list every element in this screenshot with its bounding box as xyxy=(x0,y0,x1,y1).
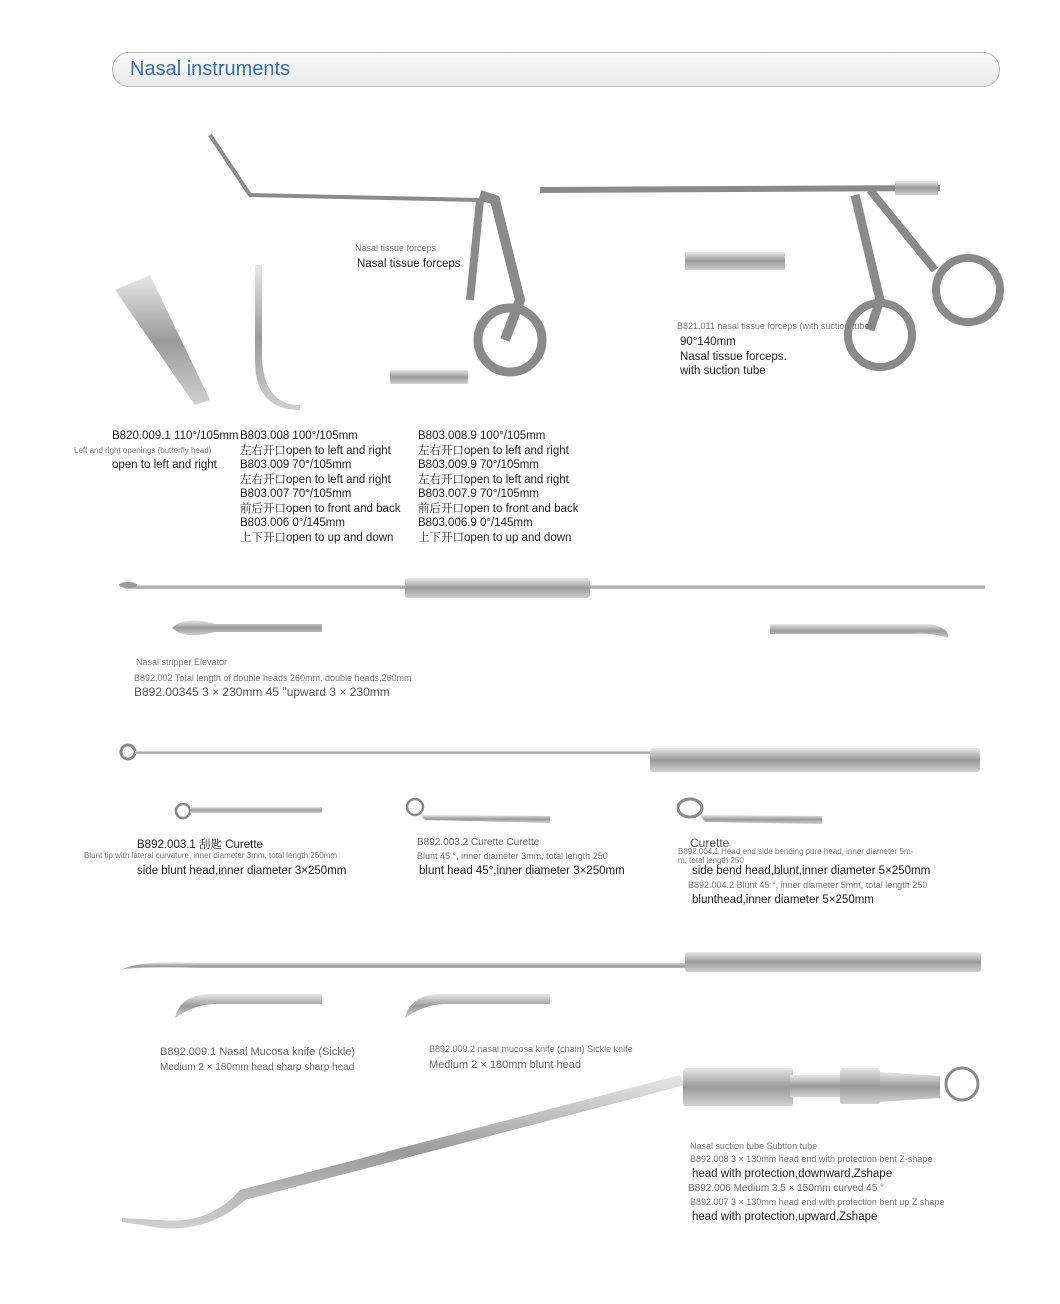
elevator-spec-2: B892.00345 3 × 230mm 45 "upward 3 × 230mm xyxy=(134,685,390,699)
spec-line: B803.009 70°/105mm xyxy=(240,459,352,471)
spec-line: B803.007.9 70°/105mm xyxy=(418,488,539,500)
forceps-spec-column-1 xyxy=(240,429,400,545)
spec-line: B803.006 0°/145mm xyxy=(240,517,345,529)
section-title: Nasal instruments xyxy=(130,58,291,80)
spec-line: 前后开口open to front and back xyxy=(418,502,579,515)
suction-tube-spec-3: B892.007 3 × 130mm head end with protection bent up Z shape xyxy=(690,1197,945,1207)
spec-line: with suction tube xyxy=(680,365,766,377)
suction-tube-spec-2: B892.006 Medium 3.5 × 150mm curved 45 ° xyxy=(688,1183,885,1194)
knife-1-title: B892.009.1 Nasal Mucosa knife (Sickle) xyxy=(160,1046,356,1058)
knife-2-spec: Medium 2 × 180mm blunt head xyxy=(429,1059,581,1071)
spec-line: 上下开口open to up and down xyxy=(418,531,572,544)
forceps-spec-column-2 xyxy=(418,429,578,545)
curette-4-label: blunthead,inner diameter 5×250mm xyxy=(692,894,874,906)
elevator-title: Nasal stripper Elevator xyxy=(136,657,228,667)
curettes-image xyxy=(121,745,980,824)
spec-line: B803.008.9 100°/105mm xyxy=(418,430,546,442)
spec-line: 左右开口open to left and right xyxy=(418,473,569,486)
spec-line: B803.006.9 0°/145mm xyxy=(418,517,533,529)
elevator-spec-1: B892.002 Total length of double heads 260mm, double heads,260mm xyxy=(134,673,412,683)
curette-3-desc: B892.004.1 Head end side bending pure head, inner diameter 5m- xyxy=(678,847,914,856)
curette-1-desc: Blunt tip with lateral curvature, inner diameter 3mm, total length 250mm xyxy=(84,851,338,860)
suction-tube-spec-1: B892.008 3 × 130mm head end with protection bent Z-shape xyxy=(690,1154,933,1164)
suction-forceps-caption-small: B821.011 nasal tissue forceps (with suction tube) xyxy=(677,321,873,331)
knives-image xyxy=(120,952,981,1018)
spec-line: 左右开口open to left and right xyxy=(418,444,569,457)
spec-line: B803.007 70°/105mm xyxy=(240,488,352,500)
curette-2-desc: Blunt 45 °, inner diameter 3mm, total length 250 xyxy=(417,851,608,861)
knife-2-title: B892.009.2 nasal mucosa knife (chain) Sickle knife xyxy=(429,1044,633,1054)
suction-tube-title: Nasal suction tube Subtion tube xyxy=(690,1141,818,1151)
spec-line: 左右开口open to left and right xyxy=(240,473,391,486)
curette-3-desc-cont: m, total length 250 xyxy=(678,856,744,865)
curette-1-code: B892.003.1 刮匙 Curette xyxy=(137,839,263,851)
suction-forceps-spec xyxy=(680,335,787,379)
curette-4-desc: B892.004.2 Blunt 45 °, inner diameter 5mm, total length 250 xyxy=(688,880,928,890)
spec-line: B803.008 100°/105mm xyxy=(240,430,358,442)
elevator-image xyxy=(119,578,985,638)
curette-3-title: Curette xyxy=(690,836,730,850)
forceps-caption-small: Nasal tissue forceps xyxy=(355,243,437,253)
spec-line: 左右开口open to left and right xyxy=(240,444,391,457)
spec-line: 前后开口open to front and back xyxy=(240,502,401,515)
curette-2-code: B892.003.2 Curette Curette xyxy=(417,837,540,848)
butterfly-code: B820.009.1 110°/105mm xyxy=(112,430,239,442)
curette-3-label: side bend head,blunt,inner diameter 5×250mm xyxy=(692,865,931,877)
knife-1-spec: Medium 2 × 180mm head sharp sharp head xyxy=(160,1062,355,1073)
suction-tube-label-1: head with protection,downward,Zshape xyxy=(692,1168,893,1180)
spec-line: 90°140mm xyxy=(680,336,736,348)
spec-line: Nasal tissue forceps. xyxy=(680,350,787,363)
butterfly-label: open to left and right xyxy=(112,459,217,471)
curette-1-label: side blunt head,inner diameter 3×250mm xyxy=(137,865,347,877)
butterfly-desc: Left and right openings (butterfly head) xyxy=(74,446,212,455)
spec-line: 上下开口open to up and down xyxy=(240,531,394,544)
suction-tube-label-2: head with protection,upward,Zshape xyxy=(692,1211,878,1223)
forceps-tip-details xyxy=(115,252,785,410)
forceps-caption: Nasal tissue forceps xyxy=(357,258,461,270)
spec-line: B803.009.9 70°/105mm xyxy=(418,459,539,471)
curette-2-label: blunt head 45°,inner diameter 3×250mm xyxy=(419,865,625,877)
